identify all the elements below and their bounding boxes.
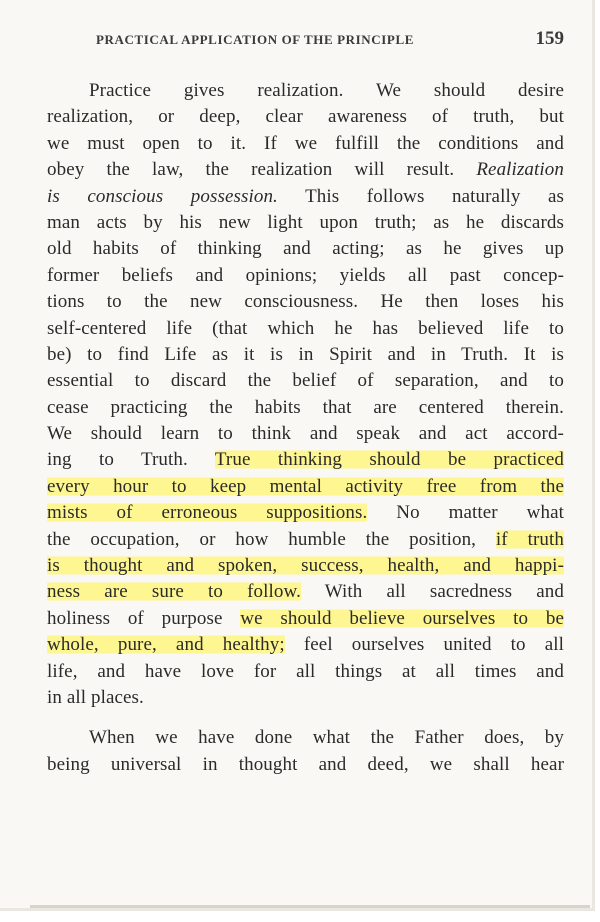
text-line — [47, 289, 564, 315]
text-run: holiness of purpose — [47, 607, 223, 629]
text-run: be) to find Life as it is in Spirit and in Truth. It is — [47, 343, 564, 365]
text-line — [47, 157, 564, 183]
text-run: No matter what — [396, 502, 564, 524]
text-run: feel ourselves united to all — [303, 634, 564, 656]
text-run: Practice gives realization. We should desire — [89, 80, 564, 101]
text-line — [47, 395, 564, 421]
italic-text: is conscious possession. — [47, 185, 278, 207]
text-line — [47, 131, 564, 157]
text-run: old habits of thinking and acting; as he gives up — [47, 238, 564, 260]
text-run: man acts by his new light upon truth; as he discards — [47, 211, 564, 233]
text-line — [47, 527, 564, 553]
highlighted-text: we should believe ourselves to be — [240, 607, 564, 629]
page-number: 159 — [535, 28, 564, 49]
text-line — [47, 316, 564, 342]
text-line — [47, 104, 564, 130]
paragraph-gap — [47, 711, 564, 725]
text-run: being universal in thought and deed, we shall hear — [47, 753, 564, 775]
text-run: realization, or deep, clear awareness of truth, but — [47, 106, 564, 128]
text-line — [47, 210, 564, 236]
text-line — [47, 685, 564, 711]
text-run: When we have done what the Father does, by — [89, 727, 564, 749]
text-run: This follows naturally as — [305, 185, 565, 207]
text-line — [47, 447, 564, 473]
text-line — [47, 421, 564, 447]
text-line — [47, 263, 564, 289]
body-text — [47, 78, 564, 778]
text-run: former beliefs and opinions; yields all past concep- — [47, 264, 564, 286]
text-run: cease practicing the habits that are centered therein. — [47, 396, 564, 418]
page-header — [96, 28, 564, 54]
running-head: PRACTICAL APPLICATION OF THE PRINCIPLE — [96, 32, 414, 47]
highlighted-text: whole, pure, and healthy; — [47, 634, 285, 656]
page-bottom-edge — [30, 905, 590, 908]
text-line — [47, 725, 564, 751]
text-run: With all sacredness and — [324, 581, 564, 603]
text-line — [47, 184, 564, 210]
text-run: obey the law, the realization will result. — [47, 159, 455, 181]
paragraph-2 — [47, 725, 564, 778]
text-line — [47, 500, 564, 526]
text-run: tions to the new consciousness. He then loses his — [47, 291, 564, 313]
highlighted-text: ness are sure to follow. — [47, 581, 301, 603]
text-line — [47, 752, 564, 778]
text-run: we must open to it. If we fulfill the conditions and — [47, 132, 564, 154]
text-run: self-centered life (that which he has believed life to — [47, 317, 564, 339]
text-line — [47, 579, 564, 605]
text-line — [47, 236, 564, 262]
highlighted-text: mists of erroneous suppositions. — [47, 502, 368, 524]
text-line — [47, 659, 564, 685]
paragraph-1 — [47, 78, 564, 711]
text-line — [47, 342, 564, 368]
text-line — [47, 553, 564, 579]
text-line — [47, 474, 564, 500]
text-run: in all places. — [47, 686, 144, 708]
text-line — [47, 606, 564, 632]
highlighted-text: True thinking should be practiced — [214, 449, 564, 471]
text-run: the occupation, or how humble the position, — [47, 528, 477, 550]
text-run: life, and have love for all things at all times and — [47, 660, 564, 682]
highlighted-text: if truth — [495, 528, 564, 550]
text-line — [47, 78, 564, 104]
highlighted-text: is thought and spoken, success, health, and happi- — [47, 555, 564, 577]
italic-text: Realization — [476, 159, 564, 181]
text-run: essential to discard the belief of separation, and to — [47, 370, 564, 392]
text-run: We should learn to think and speak and act accord- — [47, 423, 564, 445]
text-line — [47, 368, 564, 394]
highlighted-text: every hour to keep mental activity free from the — [47, 475, 564, 497]
text-run: ing to Truth. — [47, 449, 188, 471]
text-line — [47, 632, 564, 658]
